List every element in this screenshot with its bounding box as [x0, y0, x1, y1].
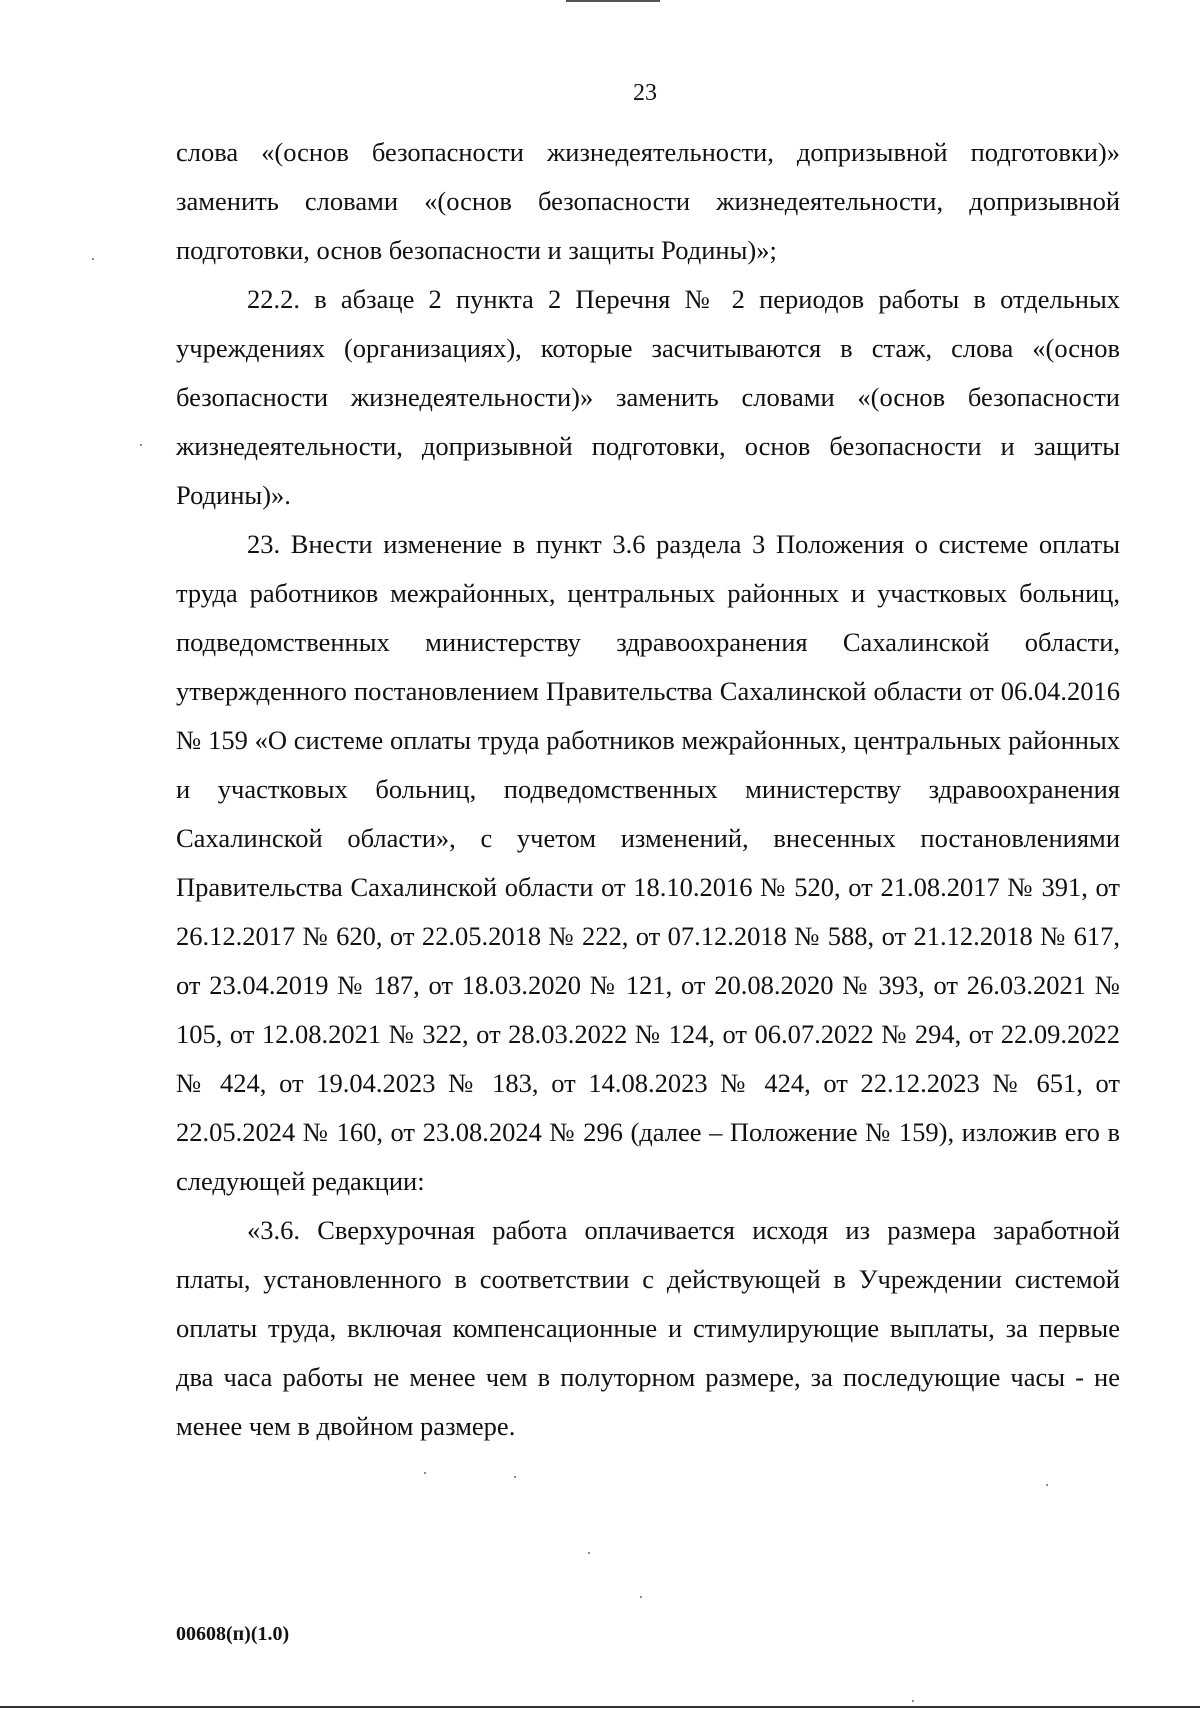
document-code: 00608(п)(1.0) — [176, 1623, 290, 1645]
scan-speck — [640, 1596, 642, 1598]
top-rule — [566, 0, 660, 2]
scan-speck — [514, 1476, 516, 1478]
paragraph-23: 23. Внести изменение в пункт 3.6 раздела 3 Положения о системе оплаты труда работников межрайонных, центральных районных и участковых больниц, подведомственных министерству здравоохранения Сахалинской области, утвержденного постановлением Правительства Сахалинской области от 06.04.2016 № 159 «О системе оплаты труда работников межрайонных, центральных районных и участковых больниц, подведомственных министерству здравоохранения Сахалинской области», с учетом изменений, внесенных постановлениями Правительства Сахалинской области от 18.10.2016 № 520, от 21.08.2017 № 391, от 26.12.2017 № 620, от 22.05.2018 № 222, от 07.12.2018 № 588, от 21.12.2018 № 617, от 23.04.2019 № 187, от 18.03.2020 № 121, от 20.08.2020 № 393, от 26.03.2021 № 105, от 12.08.2021 № 322, от 28.03.2022 № 124, от 06.07.2022 № 294, от 22.09.2022 № 424, от 19.04.2023 № 183, от 14.08.2023 № 424, от 22.12.2023 № 651, от 22.05.2024 № 160, от 23.08.2024 № 296 (далее – Положение № 159), изложив его в следующей редакции: — [176, 529, 1120, 1196]
scan-speck — [1046, 1484, 1048, 1486]
scan-speck — [140, 444, 142, 446]
scan-speck — [92, 258, 94, 260]
paragraph-continuation: слова «(основ безопасности жизнедеятельности, допризывной подготовки)» заменить словами «(основ безопасности жизнедеятельности, допризывной подготовки, основ безопасности и защиты Родины)»; — [176, 137, 1120, 265]
bottom-rule — [0, 1706, 1200, 1708]
scan-speck — [912, 1700, 914, 1702]
paragraph-3-6: «3.6. Сверхурочная работа оплачивается исходя из размера заработной платы, установленного в соответствии с действующей в Учреждении системой оплаты труда, включая компенсационные и стимулирующие выплаты, за первые два часа работы не менее чем в полуторном размере, за последующие часы - не менее чем в двойном размере. — [176, 1215, 1120, 1441]
page-number: 23 — [633, 80, 657, 106]
scan-speck — [424, 1472, 426, 1474]
paragraph-22-2: 22.2. в абзаце 2 пункта 2 Перечня № 2 периодов работы в отдельных учреждениях (организациях), которые засчитываются в стаж, слова «(основ безопасности жизнедеятельности)» заменить словами «(основ безопасности жизнедеятельности, допризывной подготовки, основ безопасности и защиты Родины)». — [176, 284, 1120, 510]
scan-speck — [588, 1552, 590, 1554]
document-body — [176, 128, 1120, 1451]
